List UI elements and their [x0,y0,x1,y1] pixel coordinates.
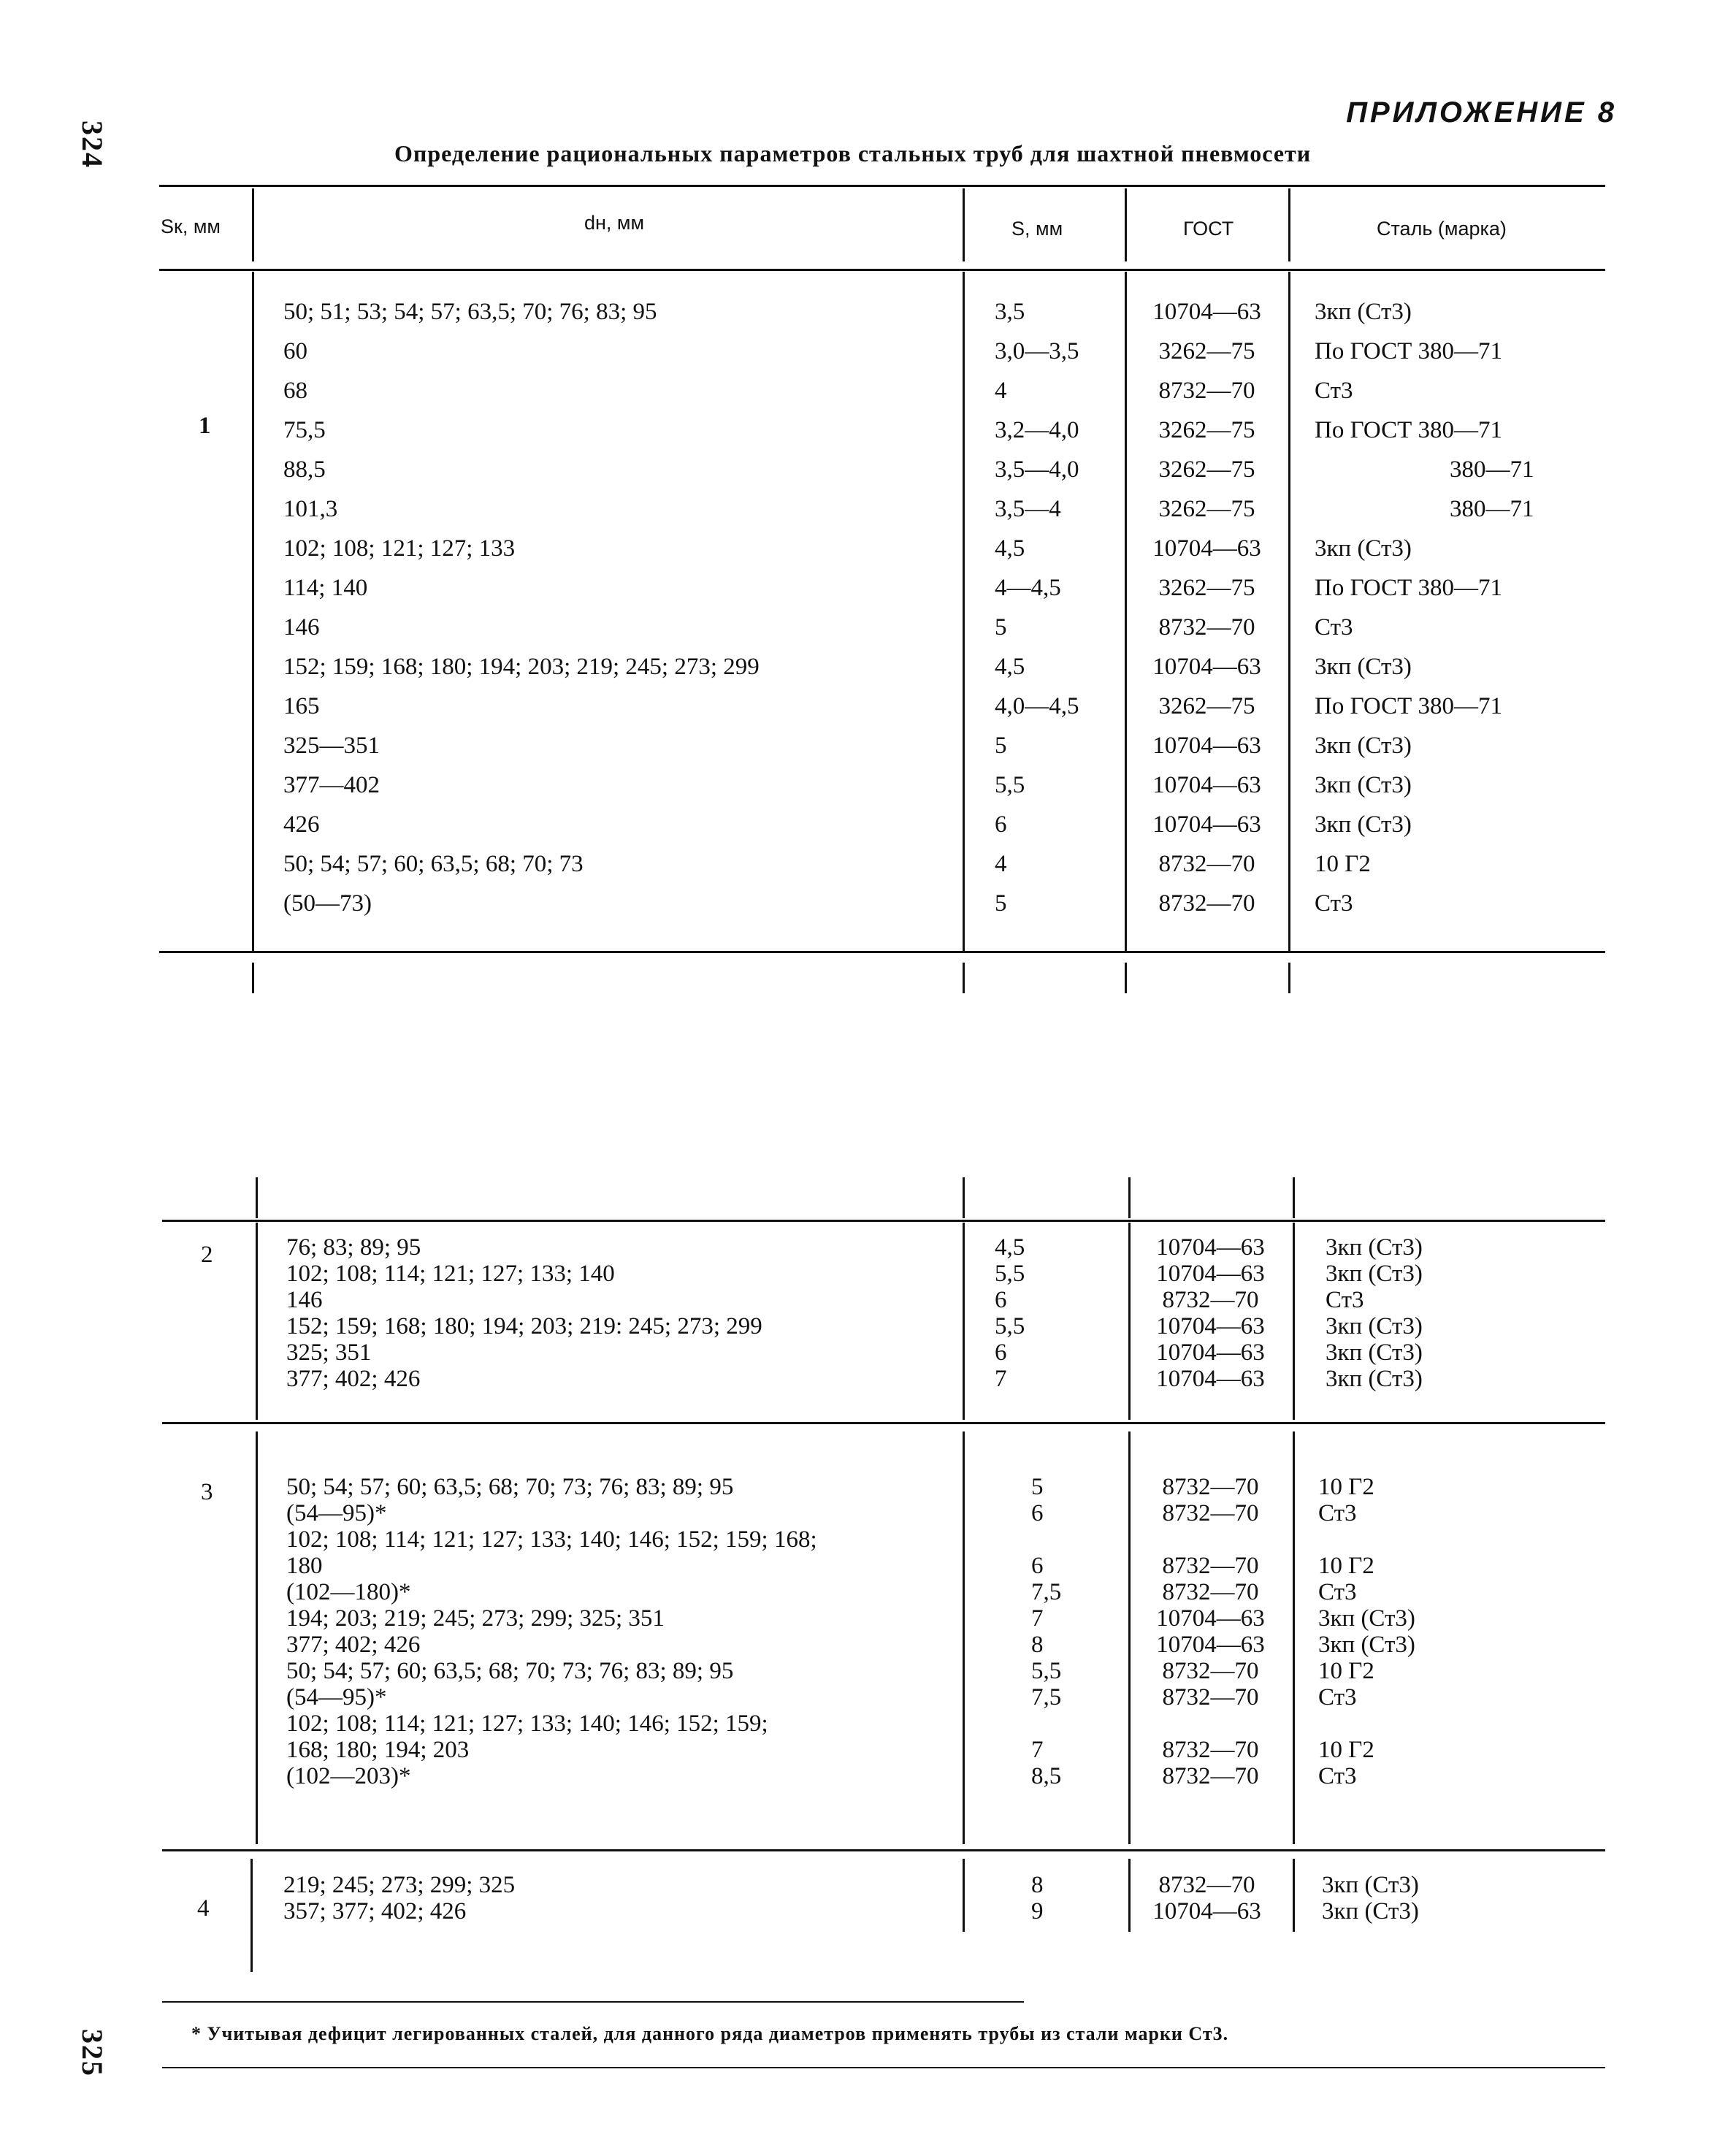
cell-steel: Ст3 [1318,1763,1357,1789]
cell-steel: 3кп (Ст3) [1326,1313,1423,1339]
col-divider [250,1859,253,1972]
cell-dn: (102—180)* [286,1579,411,1605]
cell-dn: 60 [283,338,307,364]
cell-s: 7 [1031,1605,1044,1632]
cell-gost: 10704—63 [1152,535,1261,562]
cell-dn: 50; 54; 57; 60; 63,5; 68; 70; 73 [283,851,584,877]
cell-dn: 102; 108; 114; 121; 127; 133; 140; 146; 152; 159; 168; [286,1526,817,1553]
cell-steel: 10 Г2 [1318,1658,1374,1684]
cell-gost: 10704—63 [1152,1898,1261,1924]
cell-gost: 10704—63 [1152,733,1261,759]
col-divider [256,1431,258,1844]
cell-s: 6 [995,1287,1007,1313]
col-divider [1293,1223,1295,1420]
cell-steel: Ст3 [1315,890,1353,917]
col-divider [1125,188,1127,261]
cell-dn: 50; 51; 53; 54; 57; 63,5; 70; 76; 83; 95 [283,299,657,325]
cell-dn: 146 [286,1287,323,1313]
header-gost: ГОСТ [1183,218,1234,240]
cell-gost: 10704—63 [1156,1313,1265,1339]
cell-s: 4,0—4,5 [995,693,1079,719]
table-title: Определение рациональных параметров стальных труб для шахтной пневмосети [394,140,1312,167]
cell-gost: 8732—70 [1162,1287,1259,1313]
cell-steel: Ст3 [1318,1500,1357,1526]
cell-steel: 3кп (Ст3) [1322,1872,1419,1898]
col-divider [1128,1859,1131,1932]
cell-dn: (54—95)* [286,1684,387,1710]
cell-dn: 168; 180; 194; 203 [286,1737,470,1763]
cell-dn: 377; 402; 426 [286,1632,421,1658]
cell-dn: 146 [283,614,320,641]
cell-dn: 357; 377; 402; 426 [283,1898,467,1924]
cell-steel: 10 Г2 [1318,1474,1374,1500]
cell-dn: (102—203)* [286,1763,411,1789]
col-divider [1128,1431,1131,1844]
cell-steel: 3кп (Ст3) [1315,654,1412,680]
cell-s: 6 [995,811,1007,838]
cell-s: 8 [1031,1872,1044,1898]
cell-s: 6 [1031,1500,1044,1526]
col-divider [963,188,965,261]
cell-gost: 10704—63 [1156,1339,1265,1366]
sk-value: 3 [201,1479,213,1505]
appendix-label: ПРИЛОЖЕНИЕ 8 [1346,96,1617,129]
cell-gost: 8732—70 [1162,1474,1259,1500]
cell-gost: 8732—70 [1162,1763,1259,1789]
cell-dn: 88,5 [283,456,326,483]
page-number-top: 324 [76,121,109,169]
cell-steel: 3кп (Ст3) [1315,772,1412,798]
col-divider-stub [252,963,254,993]
cell-s: 4—4,5 [995,575,1061,601]
cell-gost: 10704—63 [1152,654,1261,680]
sk-value: 2 [201,1242,213,1268]
cell-dn: 194; 203; 219; 245; 273; 299; 325; 351 [286,1605,665,1632]
cell-steel: Ст3 [1315,614,1353,641]
cell-gost: 10704—63 [1156,1261,1265,1287]
cell-dn: 68 [283,378,307,404]
cell-gost: 3262—75 [1158,496,1255,522]
cell-s: 4,5 [995,535,1025,562]
cell-dn: 377—402 [283,772,380,798]
page-bottom-rule [162,2067,1605,2068]
cell-gost: 10704—63 [1152,299,1261,325]
cell-dn: 102; 108; 114; 121; 127; 133; 140; 146; 152; 159; [286,1710,768,1737]
cell-steel: 10 Г2 [1318,1553,1374,1579]
cell-dn: 219; 245; 273; 299; 325 [283,1872,516,1898]
cell-steel: 3кп (Ст3) [1315,733,1412,759]
cell-steel: 3кп (Ст3) [1326,1234,1423,1261]
cell-s: 9 [1031,1898,1044,1924]
cell-dn: 377; 402; 426 [286,1366,421,1392]
footnote: * Учитывая дефицит легированных сталей, для данного ряда диаметров применять трубы из стали марки Ст3. [191,2023,1229,2044]
col-divider [1293,1859,1295,1932]
cell-dn: 426 [283,811,320,838]
cell-s: 5 [995,733,1007,759]
cell-steel: 3кп (Ст3) [1315,299,1412,325]
col-divider [1128,1223,1131,1420]
cell-steel: 10 Г2 [1318,1737,1374,1763]
table-bottom-rule [159,951,1605,953]
cell-dn: 76; 83; 89; 95 [286,1234,421,1261]
header-dn: dн, мм [584,212,645,234]
col-divider [1293,1431,1295,1844]
cell-s: 8,5 [1031,1763,1062,1789]
cell-s: 4,5 [995,654,1025,680]
cell-steel: 3кп (Ст3) [1326,1339,1423,1366]
cell-s: 5 [995,890,1007,917]
table-top-rule [159,185,1605,187]
cell-s: 3,5 [995,299,1025,325]
cell-steel: 3кп (Ст3) [1318,1632,1415,1658]
cell-dn: 325—351 [283,733,380,759]
cell-gost: 8732—70 [1158,1872,1255,1898]
cell-steel: 3кп (Ст3) [1322,1898,1419,1924]
cell-steel: 3кп (Ст3) [1315,535,1412,562]
cell-s: 7,5 [1031,1684,1062,1710]
cell-gost: 8732—70 [1162,1500,1259,1526]
cell-dn: 75,5 [283,417,326,443]
cell-gost: 8732—70 [1162,1737,1259,1763]
cell-gost: 10704—63 [1156,1366,1265,1392]
group-rule [162,1849,1605,1851]
col-divider [963,1223,965,1420]
cell-steel: 3кп (Ст3) [1318,1605,1415,1632]
cell-steel: Ст3 [1318,1579,1357,1605]
header-s: S, мм [1011,218,1063,240]
col-divider [963,272,965,951]
cell-gost: 3262—75 [1158,575,1255,601]
cell-gost: 10704—63 [1156,1605,1265,1632]
cell-dn: (50—73) [283,890,372,917]
col-divider [1288,188,1290,261]
col-divider-stub [256,1177,258,1218]
cell-s: 6 [995,1339,1007,1366]
cell-steel: 380—71 [1450,456,1534,483]
cell-s: 7 [995,1366,1007,1392]
cell-steel: 10 Г2 [1315,851,1371,877]
sk-value: 1 [199,413,211,439]
col-divider-stub [1288,963,1290,993]
cell-s: 8 [1031,1632,1044,1658]
cell-gost: 8732—70 [1162,1579,1259,1605]
cell-s: 3,0—3,5 [995,338,1079,364]
cell-s: 5,5 [995,1261,1025,1287]
cell-gost: 10704—63 [1156,1234,1265,1261]
cell-steel: По ГОСТ 380—71 [1315,693,1502,719]
cell-dn: 101,3 [283,496,338,522]
cell-gost: 8732—70 [1158,614,1255,641]
cell-s: 5 [995,614,1007,641]
cell-steel: По ГОСТ 380—71 [1315,338,1502,364]
cell-s: 7,5 [1031,1579,1062,1605]
cell-gost: 3262—75 [1158,338,1255,364]
cell-s: 5,5 [995,1313,1025,1339]
cell-s: 3,2—4,0 [995,417,1079,443]
col-divider-stub [1128,1177,1131,1218]
cell-dn: 180 [286,1553,323,1579]
cell-dn: 50; 54; 57; 60; 63,5; 68; 70; 73; 76; 83; 89; 95 [286,1658,734,1684]
col-divider-stub [1125,963,1127,993]
header-rule [159,269,1605,271]
cell-dn: (54—95)* [286,1500,387,1526]
col-divider [252,272,254,951]
cell-dn: 102; 108; 121; 127; 133 [283,535,516,562]
cell-gost: 3262—75 [1158,693,1255,719]
cell-s: 5 [1031,1474,1044,1500]
cell-gost: 8732—70 [1162,1684,1259,1710]
cell-gost: 3262—75 [1158,417,1255,443]
cell-gost: 8732—70 [1162,1658,1259,1684]
col-divider [1288,272,1290,951]
header-steel: Сталь (марка) [1377,218,1507,240]
cell-s: 6 [1031,1553,1044,1579]
cell-dn: 152; 159; 168; 180; 194; 203; 219; 245; 273; 299 [283,654,760,680]
cell-gost: 3262—75 [1158,456,1255,483]
cell-steel: По ГОСТ 380—71 [1315,575,1502,601]
cell-gost: 10704—63 [1156,1632,1265,1658]
col-divider [252,188,254,261]
cell-steel: 380—71 [1450,496,1534,522]
cell-s: 7 [1031,1737,1044,1763]
page-number-bottom: 325 [76,2029,109,2077]
cell-s: 3,5—4 [995,496,1061,522]
cell-dn: 325; 351 [286,1339,372,1366]
col-divider [963,1859,965,1932]
cell-gost: 8732—70 [1158,378,1255,404]
cell-s: 5,5 [995,772,1025,798]
cell-s: 5,5 [1031,1658,1062,1684]
header-sk: Sк, мм [161,215,221,237]
footnote-rule [162,2001,1024,2003]
cell-steel: По ГОСТ 380—71 [1315,417,1502,443]
cell-steel: 3кп (Ст3) [1326,1261,1423,1287]
cell-dn: 50; 54; 57; 60; 63,5; 68; 70; 73; 76; 83; 89; 95 [286,1474,734,1500]
cell-gost: 8732—70 [1162,1553,1259,1579]
col-divider [1125,272,1127,951]
cell-steel: Ст3 [1318,1684,1357,1710]
sk-value: 4 [197,1895,210,1922]
cell-dn: 152; 159; 168; 180; 194; 203; 219: 245; 273; 299 [286,1313,762,1339]
col-divider-stub [963,963,965,993]
cell-steel: Ст3 [1326,1287,1364,1313]
cell-dn: 165 [283,693,320,719]
cell-gost: 10704—63 [1152,772,1261,798]
col-divider [256,1223,258,1420]
lower-table-top-rule [162,1220,1605,1222]
group-rule [162,1422,1605,1424]
cell-s: 3,5—4,0 [995,456,1079,483]
cell-dn: 114; 140 [283,575,368,601]
cell-gost: 8732—70 [1158,890,1255,917]
cell-s: 4 [995,378,1007,404]
col-divider-stub [963,1177,965,1218]
cell-steel: 3кп (Ст3) [1326,1366,1423,1392]
col-divider [963,1431,965,1844]
cell-dn: 102; 108; 114; 121; 127; 133; 140 [286,1261,615,1287]
cell-s: 4 [995,851,1007,877]
cell-steel: 3кп (Ст3) [1315,811,1412,838]
cell-gost: 8732—70 [1158,851,1255,877]
cell-gost: 10704—63 [1152,811,1261,838]
cell-steel: Ст3 [1315,378,1353,404]
cell-s: 4,5 [995,1234,1025,1261]
col-divider-stub [1293,1177,1295,1218]
